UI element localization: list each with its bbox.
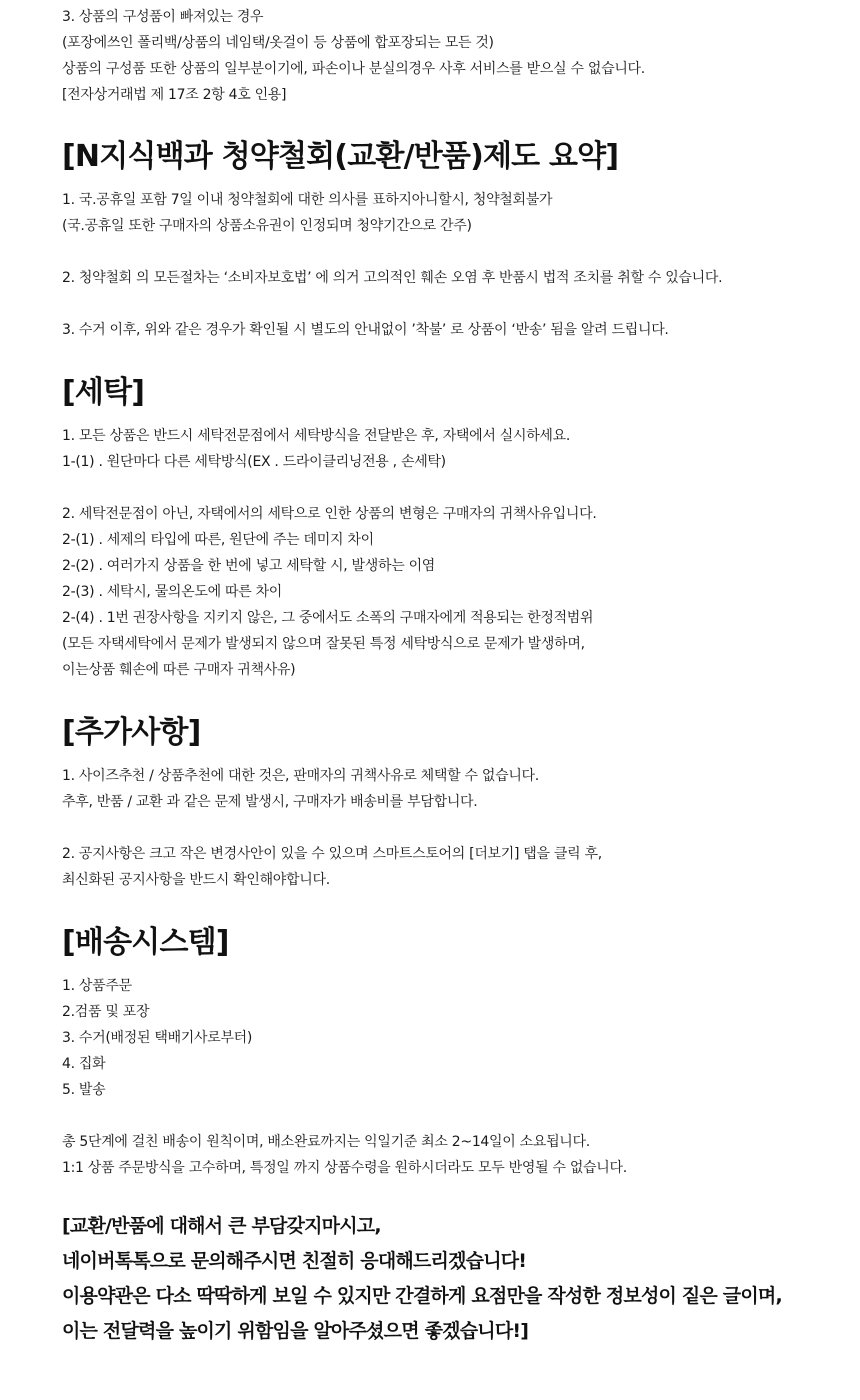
washing-line: 2-(4) . 1번 권장사항을 지키지 않은, 그 중에서도 소폭의 구매자에게 적용되는 한정적범위 [62,610,594,626]
withdrawal-line: 1. 국.공휴일 포함 7일 이내 청약철회에 대한 의사를 표하지아니할시, 청약철회불가 [62,192,553,208]
washing-line: 1-(1) . 원단마다 다른 세탁방식(EX . 드라이클리닝전용 , 손세탁) [62,454,446,470]
delivery-line: 5. 발송 [62,1082,106,1098]
delivery-line: 1. 상품주문 [62,978,132,994]
delivery-line: 3. 수거(배정된 택배기사로부터) [62,1030,253,1046]
washing-line: 2. 세탁전문점이 아닌, 자택에서의 세탁으로 인한 상품의 변형은 구매자의 귀책사유입니다. [62,506,597,522]
blank-line [62,815,602,841]
delivery-line: 1:1 상품 주문방식을 고수하며, 특정일 까지 상품수령을 원하시더라도 모두 반영될 수 없습니다. [62,1160,627,1176]
closing-line: 이용약관은 다소 딱딱하게 보일 수 있지만 간결하게 요점만을 작성한 정보성이 짙은 글이며, [62,1285,782,1307]
intro-line: [전자상거래법 제 17조 2항 4호 인용] [62,87,287,103]
washing-section [62,373,596,683]
withdrawal-line: (국.공휴일 또한 구매자의 상품소유권이 인정되며 청약기간으로 간주) [62,218,472,234]
blank-line [62,1103,627,1129]
intro-line: (포장에쓰인 폴리백/상품의 네임택/옷걸이 등 상품에 합포장되는 모든 것) [62,35,494,51]
additional-line: 추후, 반품 / 교환 과 같은 문제 발생시, 구매자가 배송비를 부담합니다. [62,794,478,810]
blank-line [62,239,722,265]
washing-line: 1. 모든 상품은 반드시 세탁전문점에서 세탁방식을 전달받은 후, 자택에서 실시하세요. [62,428,571,444]
washing-line: 2-(1) . 세제의 타입에 따른, 원단에 주는 데미지 차이 [62,532,374,548]
withdrawal-line: 2. 청약철회 의 모든절차는 ‘소비자보호법’ 에 의거 고의적인 훼손 오염 후 반품시 법적 조치를 취할 수 있습니다. [62,270,723,286]
closing-line: 네이버톡톡으로 문의해주시면 친절히 응대해드리겠습니다! [62,1250,527,1272]
intro-section [62,4,645,108]
additional-line: 최신화된 공지사항을 반드시 확인해야합니다. [62,872,330,888]
additional-line: 2. 공지사항은 크고 작은 변경사안이 있을 수 있으며 스마트스토어의 [더보기] 탭을 클릭 후, [62,846,602,862]
washing-heading: [세탁] [62,375,145,410]
delivery-line: 2.검품 및 포장 [62,1004,150,1020]
closing-line: 이는 전달력을 높이기 위함임을 알아주셨으면 좋겠습니다!] [62,1320,529,1342]
additional-heading: [추가사항] [62,715,201,750]
additional-section [62,713,602,893]
blank-line [62,475,596,501]
intro-line: 상품의 구성품 또한 상품의 일부분이기에, 파손이나 분실의경우 사후 서비스를 받으실 수 없습니다. [62,61,645,77]
washing-line: 이는상품 훼손에 따른 구매자 귀책사유) [62,662,296,678]
delivery-heading: [배송시스템] [62,925,229,960]
delivery-line: 총 5단계에 걸친 배송이 원칙이며, 배소완료까지는 익일기준 최소 2~14일이 소요됩니다. [62,1134,590,1150]
intro-line: 3. 상품의 구성품이 빠져있는 경우 [62,9,264,25]
washing-line: 2-(3) . 세탁시, 물의온도에 따른 차이 [62,584,283,600]
closing-message [62,1209,782,1349]
closing-line: [교환/반품에 대해서 큰 부담갖지마시고, [62,1215,381,1237]
washing-line: 2-(2) . 여러가지 상품을 한 번에 넣고 세탁할 시, 발생하는 이염 [62,558,436,574]
withdrawal-section [62,137,722,343]
washing-line: (모든 자택세탁에서 문제가 발생되지 않으며 잘못된 특정 세탁방식으로 문제가 발생하며, [62,636,585,652]
withdrawal-heading: [N지식백과 청약철회(교환/반품)제도 요약] [62,139,619,174]
additional-line: 1. 사이즈추천 / 상품추천에 대한 것은, 판매자의 귀책사유로 체택할 수 없습니다. [62,768,539,784]
withdrawal-line: 3. 수거 이후, 위와 같은 경우가 확인될 시 별도의 안내없이 ’착불’ 로 상품이 ‘반송’ 됨을 알려 드립니다. [62,322,669,338]
delivery-line: 4. 집화 [62,1056,106,1072]
blank-line [62,291,722,317]
delivery-section [62,923,627,1181]
